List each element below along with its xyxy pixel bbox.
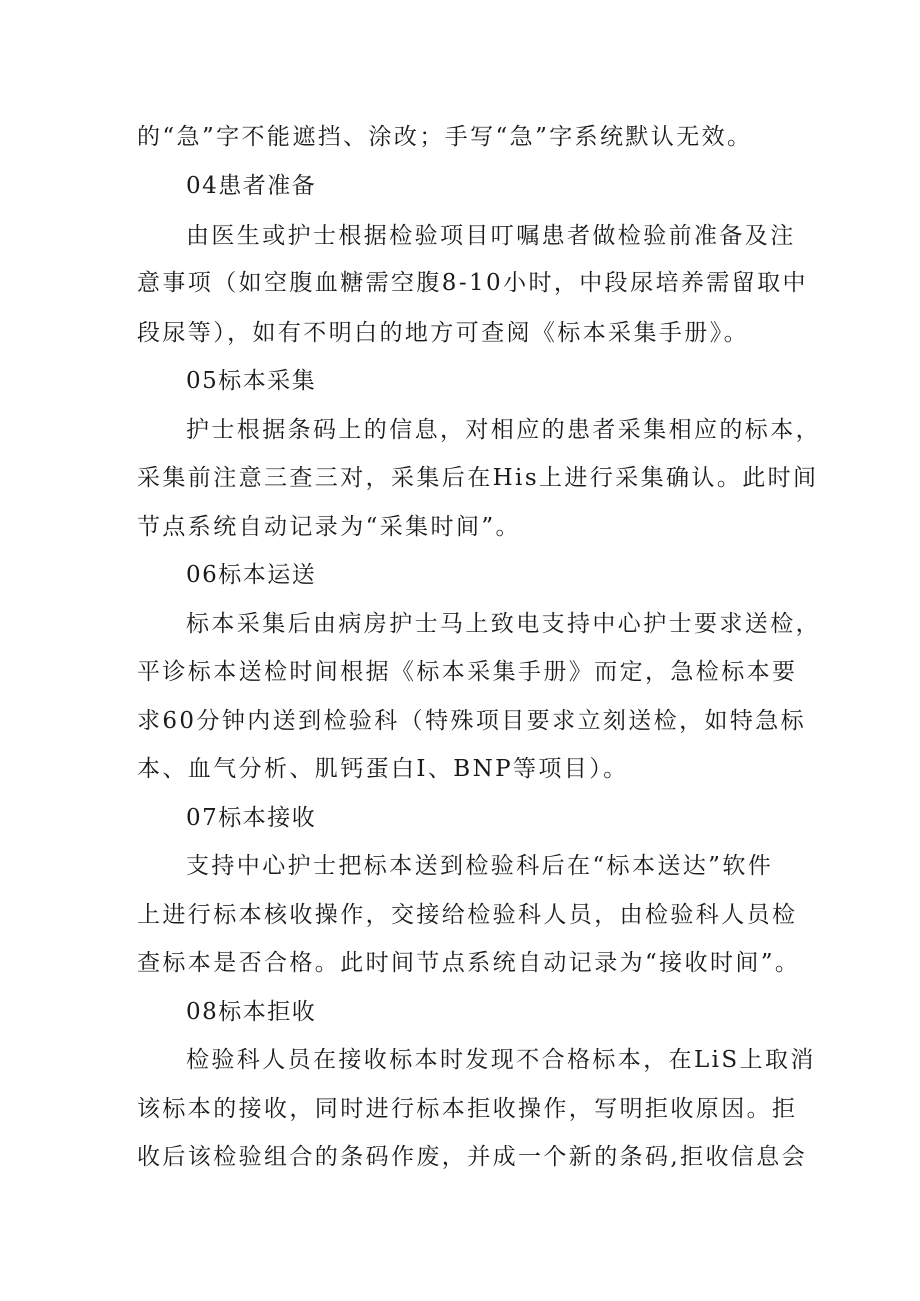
paragraph-line: 的“急”字不能遮挡、涂改；手写“急”字系统默认无效。	[137, 124, 753, 150]
section-heading: 05标本采集	[186, 368, 317, 394]
paragraph-line: 护士根据条码上的信息，对相应的患者采集相应的标本，	[186, 417, 821, 443]
section-heading: 04患者准备	[186, 173, 317, 199]
section-heading: 07标本接收	[186, 805, 317, 831]
paragraph-line: 标本采集后由病房护士马上致电支持中心护士要求送检，	[186, 611, 821, 637]
section-heading: 08标本拒收	[186, 999, 317, 1025]
paragraph-line: 该标本的接收，同时进行标本拒收操作，写明拒收原因。拒	[137, 1096, 798, 1122]
section-heading: 06标本运送	[186, 562, 317, 588]
paragraph-line: 本、血气分析、肌钙蛋白I、BNP等项目）。	[137, 756, 629, 782]
paragraph-line: 平诊标本送检时间根据《标本采集手册》而定，急检标本要	[137, 659, 798, 685]
paragraph-line: 节点系统自动记录为“采集时间”。	[137, 514, 521, 540]
paragraph-line: 由医生或护士根据检验项目叮嘱患者做检验前准备及注	[186, 223, 796, 249]
paragraph-line: 段尿等），如有不明白的地方可查阅《标本采集手册》。	[137, 320, 749, 346]
paragraph-line: 求60分钟内送到检验科（特殊项目要求立刻送检，如特急标	[137, 708, 807, 734]
paragraph-line: 查标本是否合格。此时间节点系统自动记录为“接收时间”。	[137, 950, 801, 976]
paragraph-line: 意事项（如空腹血糖需空腹8-10小时，中段尿培养需留取中	[137, 270, 808, 296]
paragraph-line: 支持中心护士把标本送到检验科后在“标本送达”软件	[186, 853, 774, 879]
paragraph-line: 上进行标本核收操作，交接给检验科人员，由检验科人员检	[137, 902, 798, 928]
paragraph-line: 检验科人员在接收标本时发现不合格标本，在LiS上取消	[186, 1047, 816, 1073]
paragraph-line: 收后该检验组合的条码作废，并成一个新的条码,拒收信息会	[137, 1144, 808, 1170]
paragraph-line: 采集前注意三查三对，采集后在His上进行采集确认。此时间	[137, 465, 819, 491]
